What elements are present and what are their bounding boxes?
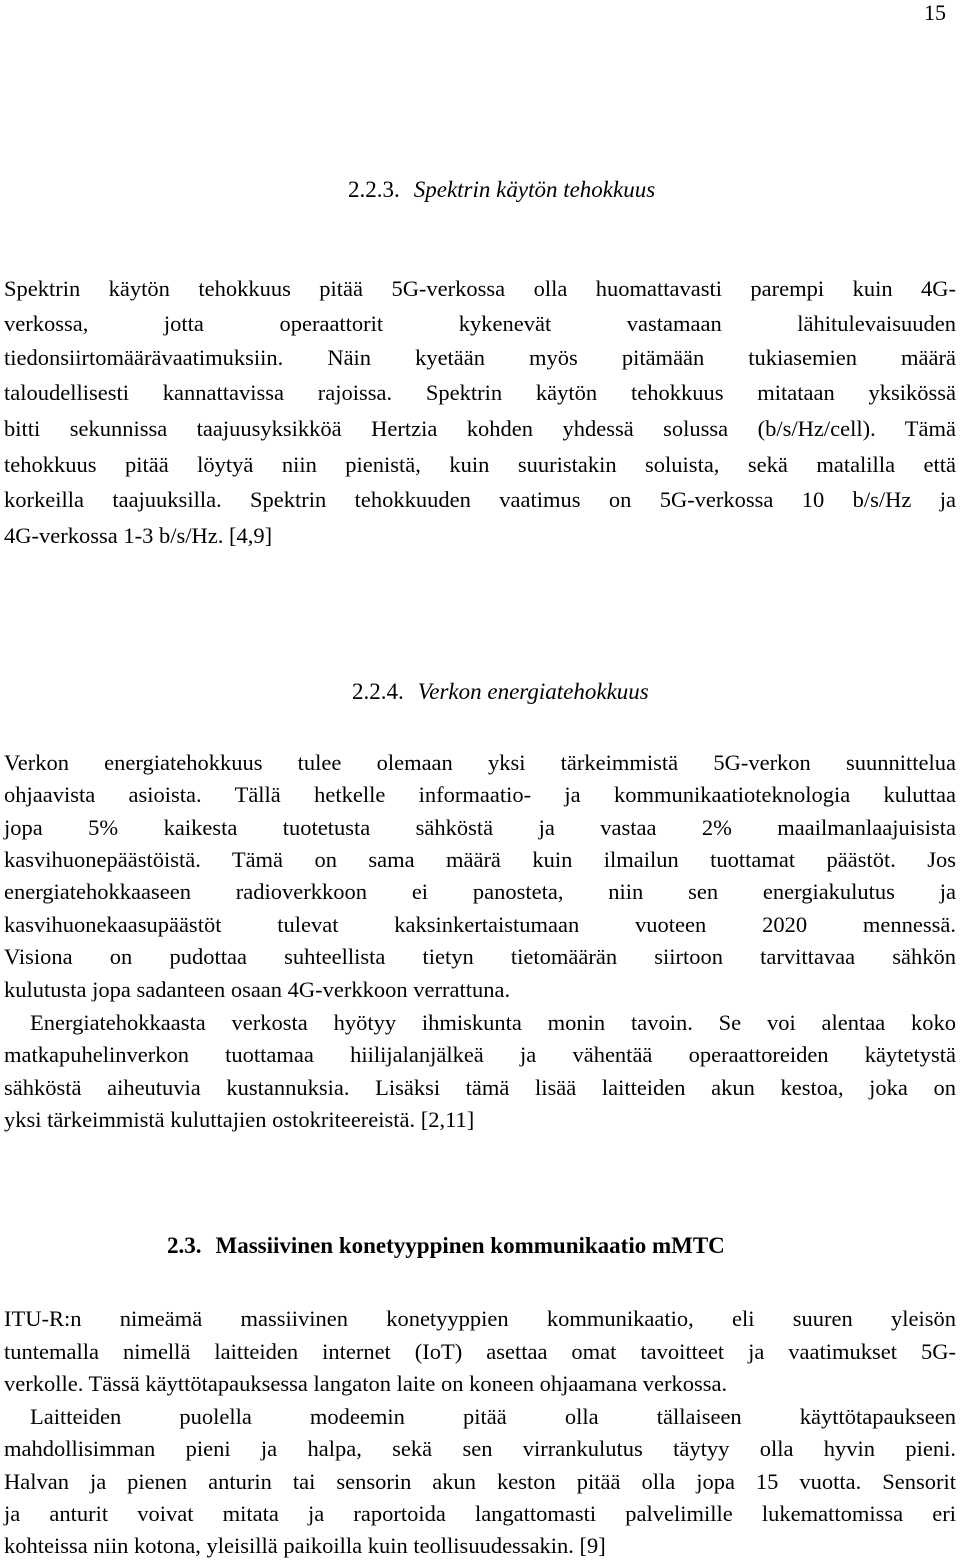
paragraph-line: tiedonsiirtomäärävaatimuksiin. Näin kyetään myös pitämään tukiasemien määrä xyxy=(4,345,956,370)
section-title: Spektrin käytön tehokkuus xyxy=(413,177,656,202)
paragraph-line: verkolle. Tässä käyttötapauksessa langaton laite on koneen ohjaamana verkossa. xyxy=(4,1371,728,1396)
paragraph-line: 4G-verkossa 1-3 b/s/Hz. [4,9] xyxy=(4,523,273,548)
paragraph-line: kasvihuonepäästöistä. Tämä on sama määrä kuin ilmailun tuottamat päästöt. Jos xyxy=(4,847,956,872)
paragraph-line: taloudellisesti kannattavissa rajoissa. Spektrin käytön tehokkuus mitataan yksikössä xyxy=(4,380,956,405)
paragraph-line: korkeilla taajuuksilla. Spektrin tehokkuuden vaatimus on 5G-verkossa 10 b/s/Hz ja xyxy=(4,487,956,512)
paragraph-line: ohjaavista asioista. Tällä hetkelle informaatio- ja kommunikaatioteknologia kuluttaa xyxy=(4,782,956,807)
paragraph-line: Energiatehokkaasta verkosta hyötyy ihmiskunta monin tavoin. Se voi alentaa koko xyxy=(30,1010,956,1035)
section-number: 2.2.3. xyxy=(348,177,400,202)
paragraph-line: Halvan ja pienen anturin tai sensorin akun keston pitää olla jopa 15 vuotta. Sensorit xyxy=(4,1469,956,1494)
paragraph-line: energiatehokkaaseen radioverkkoon ei panosteta, niin sen energiakulutus ja xyxy=(4,879,956,904)
paragraph-line: kulutusta jopa sadanteen osaan 4G-verkkoon verrattuna. xyxy=(4,977,511,1002)
paragraph-line: tuntemalla nimellä laitteiden internet (IoT) asettaa omat tavoitteet ja vaatimukset 5G- xyxy=(4,1339,956,1364)
paragraph-line: ja anturit voivat mitata ja raportoida langattomasti palvelimille lukemattomissa eri xyxy=(4,1501,956,1526)
paragraph-line: ITU-R:n nimeämä massiivinen konetyyppien kommunikaatio, eli suuren yleisön xyxy=(4,1306,956,1331)
section-title: Massiivinen konetyyppinen kommunikaatio mMTC xyxy=(215,1233,725,1258)
paragraph-line: jopa 5% kaikesta tuotetusta sähköstä ja vastaa 2% maailmanlaajuisista xyxy=(4,815,956,840)
paragraph-line: Spektrin käytön tehokkuus pitää 5G-verkossa olla huomattavasti parempi kuin 4G- xyxy=(4,276,956,301)
paragraph-line: Visiona on pudottaa suhteellista tietyn tietomäärän siirtoon tarvittavaa sähkön xyxy=(4,944,956,969)
section-heading-2-2-4 xyxy=(352,676,649,708)
section-heading-2-2-3 xyxy=(348,174,655,206)
paragraph-line: bitti sekunnissa taajuusyksikköä Hertzia kohden yhdessä solussa (b/s/Hz/cell). Tämä xyxy=(4,416,956,441)
section-heading-2-3 xyxy=(167,1230,725,1262)
paragraph-line: Verkon energiatehokkuus tulee olemaan yksi tärkeimmistä 5G-verkon suunnittelua xyxy=(4,750,956,775)
paragraph-line: verkossa, jotta operaattorit kykenevät vastamaan lähitulevaisuuden xyxy=(4,311,956,336)
paragraph-line: kasvihuonekaasupäästöt tulevat kaksinkertaistumaan vuoteen 2020 mennessä. xyxy=(4,912,956,937)
paragraph-line: sähköstä aiheutuvia kustannuksia. Lisäksi tämä lisää laitteiden akun kestoa, joka on xyxy=(4,1075,956,1100)
paragraph-line: tehokkuus pitää löytyä niin pienistä, kuin suuristakin soluista, sekä matalilla että xyxy=(4,452,956,477)
paragraph-line: matkapuhelinverkon tuottamaa hiilijalanjälkeä ja vähentää operaattoreiden käytetystä xyxy=(4,1042,956,1067)
section-number: 2.3. xyxy=(167,1233,202,1258)
section-number: 2.2.4. xyxy=(352,679,404,704)
paragraph-line: mahdollisimman pieni ja halpa, sekä sen virrankulutus täytyy olla hyvin pieni. xyxy=(4,1436,956,1461)
paragraph-line: Laitteiden puolella modeemin pitää olla tällaiseen käyttötapaukseen xyxy=(30,1404,956,1429)
paragraph-line: kohteissa niin kotona, yleisillä paikoilla kuin teollisuudessakin. [9] xyxy=(4,1533,606,1558)
section-title: Verkon energiatehokkuus xyxy=(417,679,649,704)
page-number: 15 xyxy=(924,0,946,25)
paragraph-line: yksi tärkeimmistä kuluttajien ostokriteereistä. [2,11] xyxy=(4,1107,475,1132)
